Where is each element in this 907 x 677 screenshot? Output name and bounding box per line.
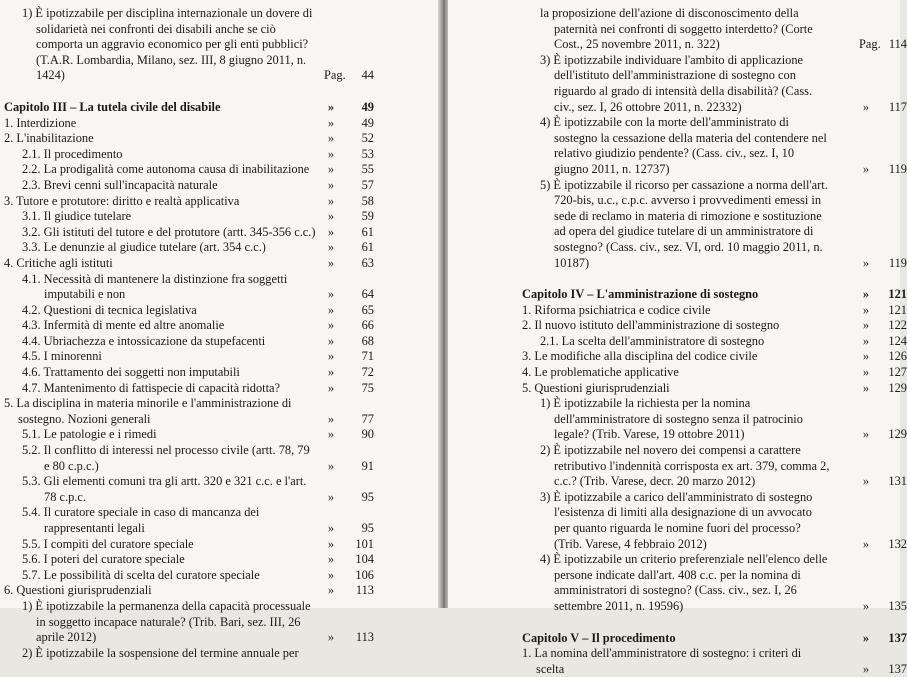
toc-entry-page: 137: [888, 661, 907, 676]
toc-entry-text: 5.1. Le patologie e i rimedi: [22, 427, 157, 442]
toc-entry: [4, 162, 372, 178]
toc-entry: [4, 147, 372, 163]
toc-entry-marker: »: [327, 489, 335, 504]
toc-entry-text: 2) È ipotizzabile nel novero dei compensi a carattere retributivo l'indennità corrisposta ex art. 379, comma 2, c.c.? (Trib. Varese, decr. 20 marzo 2012): [540, 443, 830, 489]
toc-entry-page: 64: [361, 287, 374, 302]
toc-entry-marker: »: [327, 427, 335, 442]
toc-entry-page: 68: [361, 333, 374, 348]
toc-entry-text: 4.5. I minorenni: [22, 349, 102, 364]
toc-entry: [4, 6, 372, 84]
toc-entry-text: 4.2. Questioni di tecnica legislativa: [22, 302, 197, 317]
toc-entry-text: 3.1. Il giudice tutelare: [22, 209, 132, 224]
toc-entry-marker: »: [327, 131, 335, 146]
toc-entry-text: 1) È ipotizzabile per disciplina internazionale un dovere di solidarietà nei confronti dei disabili anche se ciò comporta un aggravio economico per gli enti pubblici? (T.A.R. Lombardia, Milano, sez. III, 8 giugno 2011, n. 1424): [22, 6, 313, 83]
toc-entry: [4, 256, 372, 272]
toc-entry-page: 117: [888, 99, 907, 114]
toc-entry-page: 135: [888, 598, 907, 613]
toc-entry-page: 122: [888, 318, 907, 333]
toc-entry-marker: »: [327, 99, 335, 114]
toc-entry-page: 104: [355, 552, 374, 567]
toc-entry-page: 53: [361, 146, 374, 161]
toc-entry-marker: »: [327, 177, 335, 192]
toc-entry-page: 106: [355, 567, 374, 582]
toc-entry-marker: »: [327, 630, 335, 645]
toc-entry: [522, 349, 907, 365]
right-entry-list-ch4: [522, 302, 907, 615]
toc-entry: [4, 272, 372, 303]
toc-entry-page: 124: [888, 333, 907, 348]
chapter-page: 121: [888, 287, 907, 302]
toc-entry-text: 4.3. Infermità di mente ed altre anomalie: [22, 318, 225, 333]
toc-entry-page: 119: [888, 161, 907, 176]
toc-entry-page: 131: [888, 474, 907, 489]
toc-entry: [4, 505, 372, 536]
toc-entry-text: 2. L'inabilitazione: [4, 131, 94, 146]
toc-entry: [4, 303, 372, 319]
toc-entry-text: 6. Questioni giurisprudenziali: [4, 583, 152, 598]
right-entry-list: [522, 6, 907, 271]
toc-entry-marker: »: [862, 349, 870, 364]
toc-entry-marker: »: [862, 302, 870, 317]
chapter-heading: [522, 287, 907, 303]
toc-entry: [4, 646, 372, 662]
toc-entry: [522, 318, 907, 334]
toc-entry-text: 3) È ipotizzabile a carico dell'amministrato di sostegno l'esistenza di limiti alla designazione di un avvocato per quanto riguarda le nomine fuori del processo? (Trib. Varese, 4 febbraio 2012): [540, 489, 813, 551]
left-toc: [4, 6, 372, 661]
left-entry-list: [4, 116, 372, 662]
toc-entry: [4, 225, 372, 241]
toc-entry: [4, 240, 372, 256]
toc-entry-text: 3. Le modifiche alla disciplina del codice civile: [522, 349, 758, 364]
toc-entry-page: 65: [361, 302, 374, 317]
toc-entry-page: 129: [888, 380, 907, 395]
toc-entry: [522, 333, 907, 350]
toc-entry-marker: »: [327, 255, 335, 270]
toc-entry: [522, 365, 907, 381]
toc-entry: [4, 116, 372, 132]
toc-entry-text: 4.6. Trattamento dei soggetti non imputabili: [22, 365, 240, 380]
toc-entry: [522, 302, 907, 319]
toc-entry-marker: »: [327, 411, 335, 426]
toc-entry-marker: »: [862, 99, 870, 114]
toc-entry-marker: »: [327, 552, 335, 567]
toc-entry-text: 3. Tutore e protutore: diritto e realtà applicativa: [4, 193, 240, 208]
toc-entry-text: 5. Questioni giurisprudenziali: [522, 380, 670, 395]
toc-entry: [522, 380, 907, 397]
toc-entry-marker: »: [327, 536, 335, 551]
toc-entry-page: 61: [361, 224, 374, 239]
chapter-title: Capitolo III – La tutela civile del disabile: [4, 99, 221, 114]
chapter-page: 49: [361, 99, 374, 114]
chapter-page: 137: [888, 630, 907, 645]
toc-entry-text: 5) È ipotizzabile il ricorso per cassazione a norma dell'art. 720-bis, u.c., c.p.c. avverso i provvedimenti emessi in sede di reclamo in materia di rimozione e sostituzione ad opera del giudice tutelare di un amministratore di sostegno? (Cass. civ., sez. VI, ord. 10 maggio 2011, n. 10187): [540, 177, 828, 270]
toc-entry-marker: »: [862, 380, 870, 395]
toc-entry-page: 119: [888, 255, 907, 270]
toc-entry-page: 75: [361, 380, 374, 395]
toc-entry-page: 59: [361, 209, 374, 224]
toc-entry-page: 71: [361, 349, 374, 364]
toc-entry-marker: »: [327, 302, 335, 317]
toc-entry-text: 1. Riforma psichiatrica e codice civile: [522, 302, 711, 317]
toc-entry-marker: »: [327, 521, 335, 535]
toc-entry-marker: »: [862, 630, 870, 645]
toc-entry-marker: »: [862, 365, 870, 380]
toc-entry-marker: »: [862, 598, 870, 613]
toc-entry: [4, 396, 372, 427]
toc-entry: [522, 646, 907, 677]
toc-entry-text: 4.4. Ubriachezza e intossicazione da stupefacenti: [22, 333, 266, 348]
toc-entry-text: 5. La disciplina in materia minorile e l'amministrazione di sostegno. Nozioni generali: [4, 396, 292, 426]
left-page: [0, 0, 440, 660]
toc-entry: [4, 194, 372, 210]
toc-entry-text: 1. La nomina dell'amministratore di sostegno: i criteri di scelta: [522, 646, 802, 676]
toc-entry: [4, 365, 372, 381]
toc-entry-marker: »: [327, 318, 335, 333]
toc-entry-page: 132: [888, 536, 907, 551]
toc-entry-text: 4.1. Necessità di mantenere la distinzione fra soggetti imputabili e non: [22, 271, 288, 302]
toc-entry-page: 61: [361, 240, 374, 255]
toc-entry-marker: »: [327, 567, 335, 582]
toc-entry-page: 66: [361, 318, 374, 333]
toc-entry-text: 3) È ipotizzabile individuare l'ambito di applicazione dell'istituto dell'amministrazione di sostegno con riguardo al grado di intensità della disabilità? (Cass. civ., sez. I, 26 ottobre 2011, n. 22332): [540, 52, 813, 114]
chapter-title: Capitolo V – Il procedimento: [522, 630, 676, 645]
toc-entry: [4, 568, 372, 584]
toc-entry-marker: »: [327, 240, 335, 255]
toc-entry-text: 2.1. La scelta dell'amministratore di sostegno: [540, 333, 765, 348]
toc-entry: [522, 177, 907, 272]
toc-entry: [4, 349, 372, 365]
toc-entry-page: 58: [361, 193, 374, 208]
toc-entry-marker: »: [862, 536, 870, 551]
toc-entry: [4, 443, 372, 474]
toc-entry-text: 4) È ipotizzabile un criterio preferenziale nell'elenco delle persone indicate dall'art. 408 c.c. per la nomina di amministratori di sostegno? (Cass. civ., sez. I, 26 settembre 2011, n. 19596): [540, 552, 828, 613]
toc-entry-marker: »: [327, 115, 335, 130]
toc-entry-marker: »: [327, 162, 335, 177]
toc-entry: [522, 396, 907, 443]
toc-entry-text: 1. Interdizione: [4, 115, 77, 130]
toc-entry-marker: »: [327, 193, 335, 208]
toc-entry-text: 4. Critiche agli istituti: [4, 255, 113, 270]
toc-entry-page: 57: [361, 177, 374, 192]
toc-entry-text: la proposizione dell'azione di disconoscimento della paternità nei confronti di soggetto interdetto? (Corte Cost., 25 novembre 2011, n. 322): [540, 6, 813, 52]
toc-entry: [4, 427, 372, 443]
toc-entry-text: 5.3. Gli elementi comuni tra gli artt. 320 e 321 c.c. e l'art. 78 c.p.c.: [22, 474, 307, 504]
toc-entry: [522, 489, 907, 552]
toc-entry-marker: »: [327, 333, 335, 348]
toc-entry-page: 113: [355, 630, 374, 645]
toc-entry-marker: »: [327, 224, 335, 239]
toc-entry-page: 121: [888, 302, 907, 317]
toc-entry-marker: »: [327, 583, 335, 598]
toc-entry-text: 5.4. Il curatore speciale in caso di mancanza dei rappresentanti legali: [22, 505, 260, 535]
toc-entry-page: 126: [888, 349, 907, 364]
toc-entry-text: 3.3. Le denunzie al giudice tutelare (art. 354 c.c.): [22, 240, 266, 255]
toc-entry-marker: »: [862, 661, 870, 676]
toc-entry: [4, 334, 372, 350]
toc-entry-text: 5.2. Il conflitto di interessi nel processo civile (artt. 78, 79 e 80 c.p.c.): [22, 443, 310, 473]
toc-entry: [4, 381, 372, 397]
toc-entry-text: 2.3. Brevi cenni sull'incapacità naturale: [22, 177, 218, 192]
toc-entry-marker: »: [327, 146, 335, 161]
toc-entry-marker: »: [862, 255, 870, 270]
toc-entry-text: 5.5. I compiti del curatore speciale: [22, 536, 194, 551]
toc-entry-page: 72: [361, 365, 374, 380]
toc-entry-page: 52: [361, 131, 374, 146]
toc-entry-text: 5.7. Le possibilità di scelta del curatore speciale: [22, 567, 260, 582]
toc-entry: [522, 443, 907, 490]
toc-entry-marker: »: [327, 365, 335, 380]
toc-entry-text: 1) È ipotizzabile la permanenza della capacità processuale in soggetto incapace naturale? (Trib. Bari, sez. III, 26 aprile 2012): [22, 598, 311, 645]
toc-entry-marker: »: [862, 287, 870, 302]
toc-entry-page: 114: [888, 37, 907, 52]
toc-entry-marker: »: [327, 209, 335, 224]
toc-entry: [4, 552, 372, 568]
toc-entry-page: 91: [361, 458, 374, 473]
toc-entry: [4, 209, 372, 225]
right-toc: [522, 6, 907, 677]
chapter-heading: [4, 100, 372, 116]
toc-entry-marker: »: [862, 427, 870, 442]
toc-entry-marker: Pag.: [324, 68, 346, 83]
toc-entry: [522, 552, 907, 614]
toc-entry-marker: Pag.: [859, 37, 881, 52]
toc-entry-marker: »: [862, 318, 870, 333]
toc-entry: [522, 52, 907, 115]
toc-entry-text: 4.7. Mantenimento di fattispecie di capacità ridotta?: [22, 380, 281, 395]
toc-entry: [4, 318, 372, 334]
toc-entry-text: 2.1. Il procedimento: [22, 146, 123, 161]
chapter-heading: [522, 630, 907, 647]
toc-entry-marker: »: [862, 333, 870, 348]
toc-entry-text: 2. Il nuovo istituto dell'amministrazione di sostegno: [522, 318, 780, 333]
toc-entry-page: 113: [355, 583, 374, 598]
toc-entry-marker: »: [862, 161, 870, 176]
toc-entry: [522, 6, 907, 53]
toc-entry-text: 4. Le problematiche applicative: [522, 365, 679, 380]
toc-entry-page: 129: [888, 427, 907, 442]
toc-entry: [4, 537, 372, 553]
toc-entry-page: 55: [361, 162, 374, 177]
toc-entry-page: 95: [361, 521, 374, 535]
toc-entry-page: 63: [361, 255, 374, 270]
toc-entry-text: 1) È ipotizzabile la richiesta per la nomina dell'amministratore di sostegno senza il patrocinio legale? (Trib. Varese, 19 ottobre 2011): [540, 396, 803, 442]
toc-entry-page: 49: [361, 115, 374, 130]
toc-entry: [4, 474, 372, 505]
toc-entry-page: 101: [355, 536, 374, 551]
toc-entry-page: 44: [361, 68, 374, 83]
toc-entry: [522, 115, 907, 177]
toc-entry-page: 90: [361, 427, 374, 442]
toc-entry: [4, 583, 372, 599]
toc-entry-text: 4) È ipotizzabile con la morte dell'amministrato di sostegno la cessazione della materia del contendere nel relativo giudizio pendente? (Cass. civ., sez. I, 10 giugno 2011, n. 12737): [540, 115, 827, 176]
toc-entry-marker: »: [327, 349, 335, 364]
toc-entry-text: 2) È ipotizzabile la sospensione del termine annuale per: [22, 645, 299, 660]
toc-entry-marker: »: [327, 380, 335, 395]
toc-entry: [4, 131, 372, 147]
toc-entry: [4, 178, 372, 194]
right-entry-list-ch5: [522, 646, 907, 677]
toc-entry-marker: »: [327, 287, 335, 302]
toc-entry: [4, 599, 372, 646]
right-page: [448, 0, 907, 676]
toc-entry-text: 2.2. La prodigalità come autonoma causa di inabilitazione: [22, 162, 310, 177]
toc-entry-page: 127: [888, 365, 907, 380]
toc-entry-text: 3.2. Gli istituti del tutore e del protutore (artt. 345-356 c.c.): [22, 224, 316, 239]
toc-entry-marker: »: [862, 474, 870, 489]
chapter-title: Capitolo IV – L'amministrazione di sostegno: [522, 287, 759, 302]
toc-entry-page: 77: [361, 411, 374, 426]
toc-entry-page: 95: [361, 489, 374, 504]
toc-entry-marker: »: [327, 458, 335, 473]
toc-entry-text: 5.6. I poteri del curatore speciale: [22, 552, 185, 567]
